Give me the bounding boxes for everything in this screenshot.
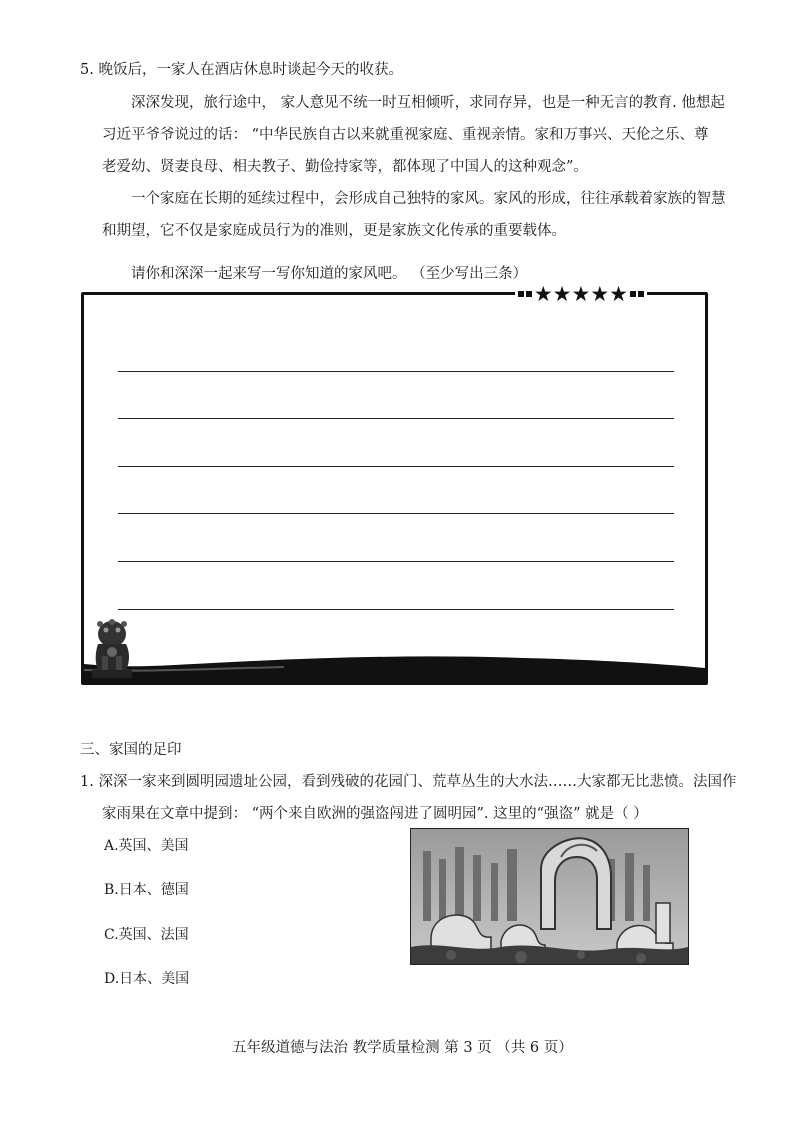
- q5-paragraph-1-line-1: 深深发现，旅行途中， 家人意见不统一时互相倾听，求同存异，也是一种无言的教育. 他想起: [131, 95, 725, 111]
- answer-line[interactable]: [118, 561, 674, 562]
- answer-line[interactable]: [118, 513, 674, 514]
- stars-decoration: [515, 282, 647, 306]
- ink-ground-decoration: [84, 652, 705, 682]
- q5-paragraph-1-line-3: 老爱幼、贤妻良母、相夫教子、勤俭持家等，都体现了中国人的这种观念”。: [102, 159, 588, 175]
- square-bullet-icon: [526, 291, 532, 297]
- answer-line[interactable]: [118, 418, 674, 419]
- stone-lion-icon: [88, 616, 136, 680]
- section-3-q1-line-2: 家雨果在文章中提到： “两个来自欧洲的强盗闯进了圆明园”. 这里的“强盗” 就是（ ）: [102, 806, 648, 822]
- answer-frame: [81, 282, 708, 685]
- option-a[interactable]: A.英国、美国: [104, 838, 189, 854]
- q5-paragraph-1-line-2: 习近平爷爷说过的话： “中华民族自古以来就重视家庭、重视亲情。家和万事兴、天伦之乐、尊: [102, 127, 709, 143]
- section-3-q1-line-1: 1. 深深一家来到圆明园遗址公园，看到残破的花园门、荒草丛生的大水法……大家都无比悲愤。法国作: [80, 774, 737, 790]
- option-c[interactable]: C.英国、法国: [104, 927, 189, 943]
- square-bullet-icon: [630, 291, 636, 297]
- answer-line[interactable]: [118, 371, 674, 372]
- answer-line[interactable]: [118, 466, 674, 467]
- stars-icon: ★★★★★: [533, 282, 628, 306]
- q5-paragraph-2-line-2: 和期望，它不仅是家庭成员行为的准则，更是家族文化传承的重要载体。: [102, 223, 566, 239]
- question-5-title: 5. 晚饭后，一家人在酒店休息时谈起今天的收获。: [80, 62, 403, 78]
- square-bullet-icon: [638, 291, 644, 297]
- square-bullet-icon: [518, 291, 524, 297]
- option-b[interactable]: B.日本、德国: [104, 882, 189, 898]
- section-3-heading: 三、家国的足印: [80, 742, 182, 758]
- answer-line[interactable]: [118, 609, 674, 610]
- page-footer: 五年级道德与法治 教学质量检测 第 3 页 （共 6 页）: [232, 1040, 573, 1056]
- q5-prompt: 请你和深深一起来写一写你知道的家风吧。 （至少写出三条）: [131, 266, 528, 282]
- q5-paragraph-2-line-1: 一个家庭在长期的延续过程中，会形成自己独特的家风。家风的形成，往往承载着家族的智慧: [131, 191, 726, 207]
- yuanmingyuan-ruins-photo: [410, 828, 689, 965]
- option-d[interactable]: D.日本、美国: [104, 971, 190, 987]
